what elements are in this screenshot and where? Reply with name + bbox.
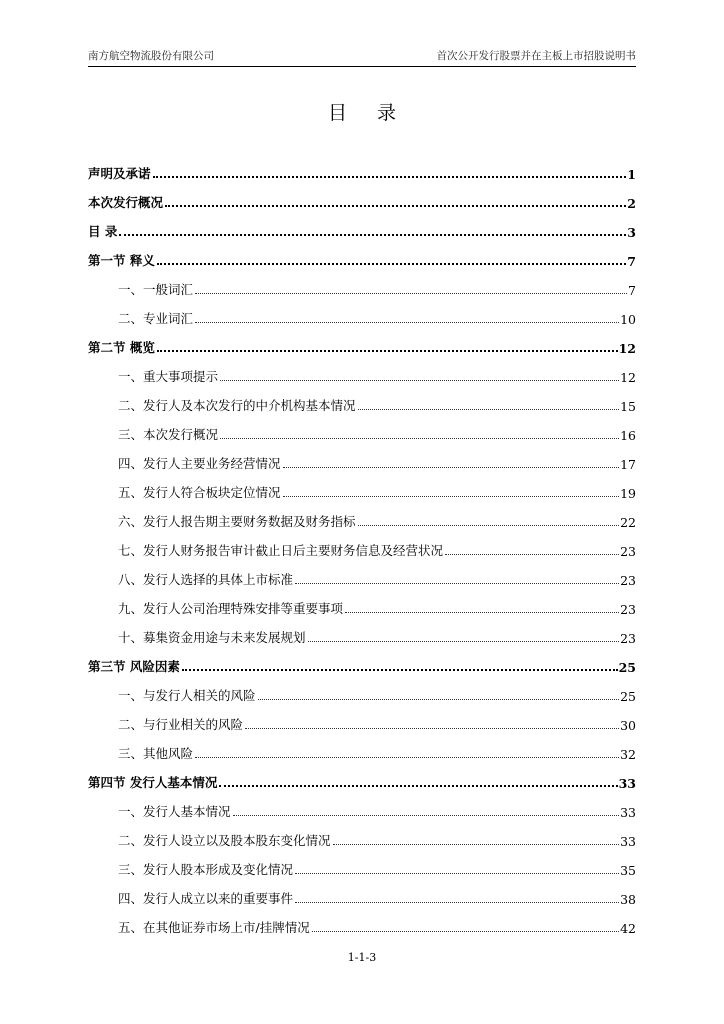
toc-entry-title: 三、本次发行概况 [118, 427, 219, 442]
toc-entry-title: 第三节 风险因素 [88, 659, 180, 674]
toc-entry-title: 九、发行人公司治理特殊安排等重要事项 [118, 601, 344, 616]
toc-section-entry[interactable] [88, 450, 636, 472]
page-title: 目 录 [327, 102, 409, 124]
toc-chapter-entry[interactable] [88, 160, 636, 182]
toc-page-number: 3 [627, 225, 636, 240]
toc-entry-title: 第一节 释义 [88, 253, 155, 268]
toc-chapter-entry[interactable] [88, 769, 636, 791]
toc-page-number: 33 [620, 805, 636, 820]
toc-page-number: 15 [620, 399, 636, 414]
toc-leader-dots [153, 176, 627, 178]
toc-page-number: 33 [620, 834, 636, 849]
toc-leader-dots [295, 583, 619, 584]
toc-page-number: 7 [628, 283, 636, 298]
toc-page-number: 17 [620, 457, 636, 472]
toc-section-entry[interactable] [88, 682, 636, 704]
toc-page-number: 23 [620, 602, 636, 617]
toc-section-entry[interactable] [88, 595, 636, 617]
toc-page-number: 33 [618, 776, 636, 791]
toc-page-number: 32 [620, 747, 636, 762]
toc-section-entry[interactable] [88, 363, 636, 385]
toc-leader-dots [295, 873, 619, 874]
toc-page-number: 23 [620, 544, 636, 559]
toc-section-entry[interactable] [88, 740, 636, 762]
toc-page-number: 10 [620, 312, 636, 327]
toc-entry-title: 一、重大事项提示 [118, 369, 219, 384]
toc-page-number: 12 [620, 370, 636, 385]
toc-leader-dots [245, 728, 619, 729]
toc-chapter-entry[interactable] [88, 334, 636, 356]
toc-section-entry[interactable] [88, 392, 636, 414]
toc-leader-dots [165, 205, 626, 207]
toc-leader-dots [220, 438, 619, 439]
toc-entry-title: 第二节 概览 [88, 340, 155, 355]
toc-entry-title: 一、发行人基本情况 [118, 804, 231, 819]
toc-page-number: 2 [627, 196, 636, 211]
toc-page-number: 42 [620, 921, 636, 936]
toc-entry-title: 五、在其他证券市场上市/挂牌情况 [118, 920, 310, 935]
toc-section-entry[interactable] [88, 305, 636, 327]
toc-entry-title: 一、与发行人相关的风险 [118, 688, 256, 703]
toc-page-number: 19 [620, 486, 636, 501]
toc-section-entry[interactable] [88, 856, 636, 878]
toc-leader-dots [233, 815, 620, 816]
toc-chapter-entry[interactable] [88, 247, 636, 269]
toc-entry-title: 二、专业词汇 [118, 311, 194, 326]
toc-section-entry[interactable] [88, 566, 636, 588]
toc-entry-title: 声明及承诺 [88, 166, 151, 181]
toc-leader-dots [283, 496, 620, 497]
toc-leader-dots [219, 785, 617, 787]
toc-section-entry[interactable] [88, 479, 636, 501]
toc-leader-dots [182, 669, 618, 671]
toc-chapter-entry[interactable] [88, 218, 636, 240]
toc-page-number: 1 [627, 167, 636, 182]
toc-page-number: 25 [620, 689, 636, 704]
toc-section-entry[interactable] [88, 798, 636, 820]
toc-entry-title: 七、发行人财务报告审计截止日后主要财务信息及经营状况 [118, 543, 444, 558]
toc-leader-dots [445, 554, 619, 555]
toc-leader-dots [312, 931, 619, 932]
toc-leader-dots [308, 641, 620, 642]
toc-chapter-entry[interactable] [88, 653, 636, 675]
toc-section-entry[interactable] [88, 276, 636, 298]
toc-leader-dots [195, 293, 627, 294]
toc-page-number: 25 [618, 660, 636, 675]
toc-leader-dots [195, 322, 619, 323]
toc-section-entry[interactable] [88, 711, 636, 733]
toc-section-entry[interactable] [88, 885, 636, 907]
toc-leader-dots [345, 612, 619, 613]
toc-page-number: 12 [618, 341, 636, 356]
toc-entry-title: 十、募集资金用途与未来发展规划 [118, 630, 306, 645]
toc-leader-dots [119, 234, 626, 236]
header-company: 南方航空物流股份有限公司 [88, 50, 214, 62]
toc-section-entry[interactable] [88, 914, 636, 936]
header-doc-title: 首次公开发行股票并在主板上市招股说明书 [436, 50, 636, 62]
toc-entry-title: 六、发行人报告期主要财务数据及财务指标 [118, 514, 356, 529]
toc-chapter-entry[interactable] [88, 189, 636, 211]
toc-entry-title: 二、与行业相关的风险 [118, 717, 244, 732]
page-number: 1-1-3 [347, 951, 377, 964]
toc-leader-dots [195, 757, 619, 758]
toc-section-entry[interactable] [88, 537, 636, 559]
toc-section-entry[interactable] [88, 827, 636, 849]
toc-entry-title: 四、发行人主要业务经营情况 [118, 456, 281, 471]
toc-section-entry[interactable] [88, 624, 636, 646]
toc-page-number: 23 [620, 631, 636, 646]
toc-entry-title: 一、一般词汇 [118, 282, 194, 297]
toc-page-number: 7 [627, 254, 636, 269]
toc-leader-dots [295, 902, 619, 903]
toc-leader-dots [157, 350, 618, 352]
toc-page-number: 38 [620, 892, 636, 907]
toc-page-number: 16 [620, 428, 636, 443]
toc-leader-dots [157, 263, 626, 265]
toc-entry-title: 本次发行概况 [88, 195, 164, 210]
toc-page-number: 23 [620, 573, 636, 588]
toc-entry-title: 三、其他风险 [118, 746, 194, 761]
toc-page-number: 30 [620, 718, 636, 733]
toc-entry-title: 二、发行人及本次发行的中介机构基本情况 [118, 398, 356, 413]
toc-leader-dots [220, 380, 619, 381]
page-header [88, 46, 636, 67]
toc-entry-title: 目 录 [88, 224, 118, 239]
toc-section-entry[interactable] [88, 508, 636, 530]
toc-leader-dots [283, 467, 620, 468]
toc-page-number: 35 [620, 863, 636, 878]
toc-leader-dots [358, 525, 620, 526]
toc-entry-title: 三、发行人股本形成及变化情况 [118, 862, 294, 877]
toc-entry-title: 八、发行人选择的具体上市标准 [118, 572, 294, 587]
toc-leader-dots [333, 844, 620, 845]
toc-leader-dots [358, 409, 620, 410]
toc-page-number: 22 [620, 515, 636, 530]
toc-entry-title: 二、发行人设立以及股本股东变化情况 [118, 833, 331, 848]
toc-entry-title: 第四节 发行人基本情况 [88, 775, 218, 790]
toc-entry-title: 四、发行人成立以来的重要事件 [118, 891, 294, 906]
toc-section-entry[interactable] [88, 421, 636, 443]
toc-leader-dots [258, 699, 620, 700]
toc-entry-title: 五、发行人符合板块定位情况 [118, 485, 281, 500]
